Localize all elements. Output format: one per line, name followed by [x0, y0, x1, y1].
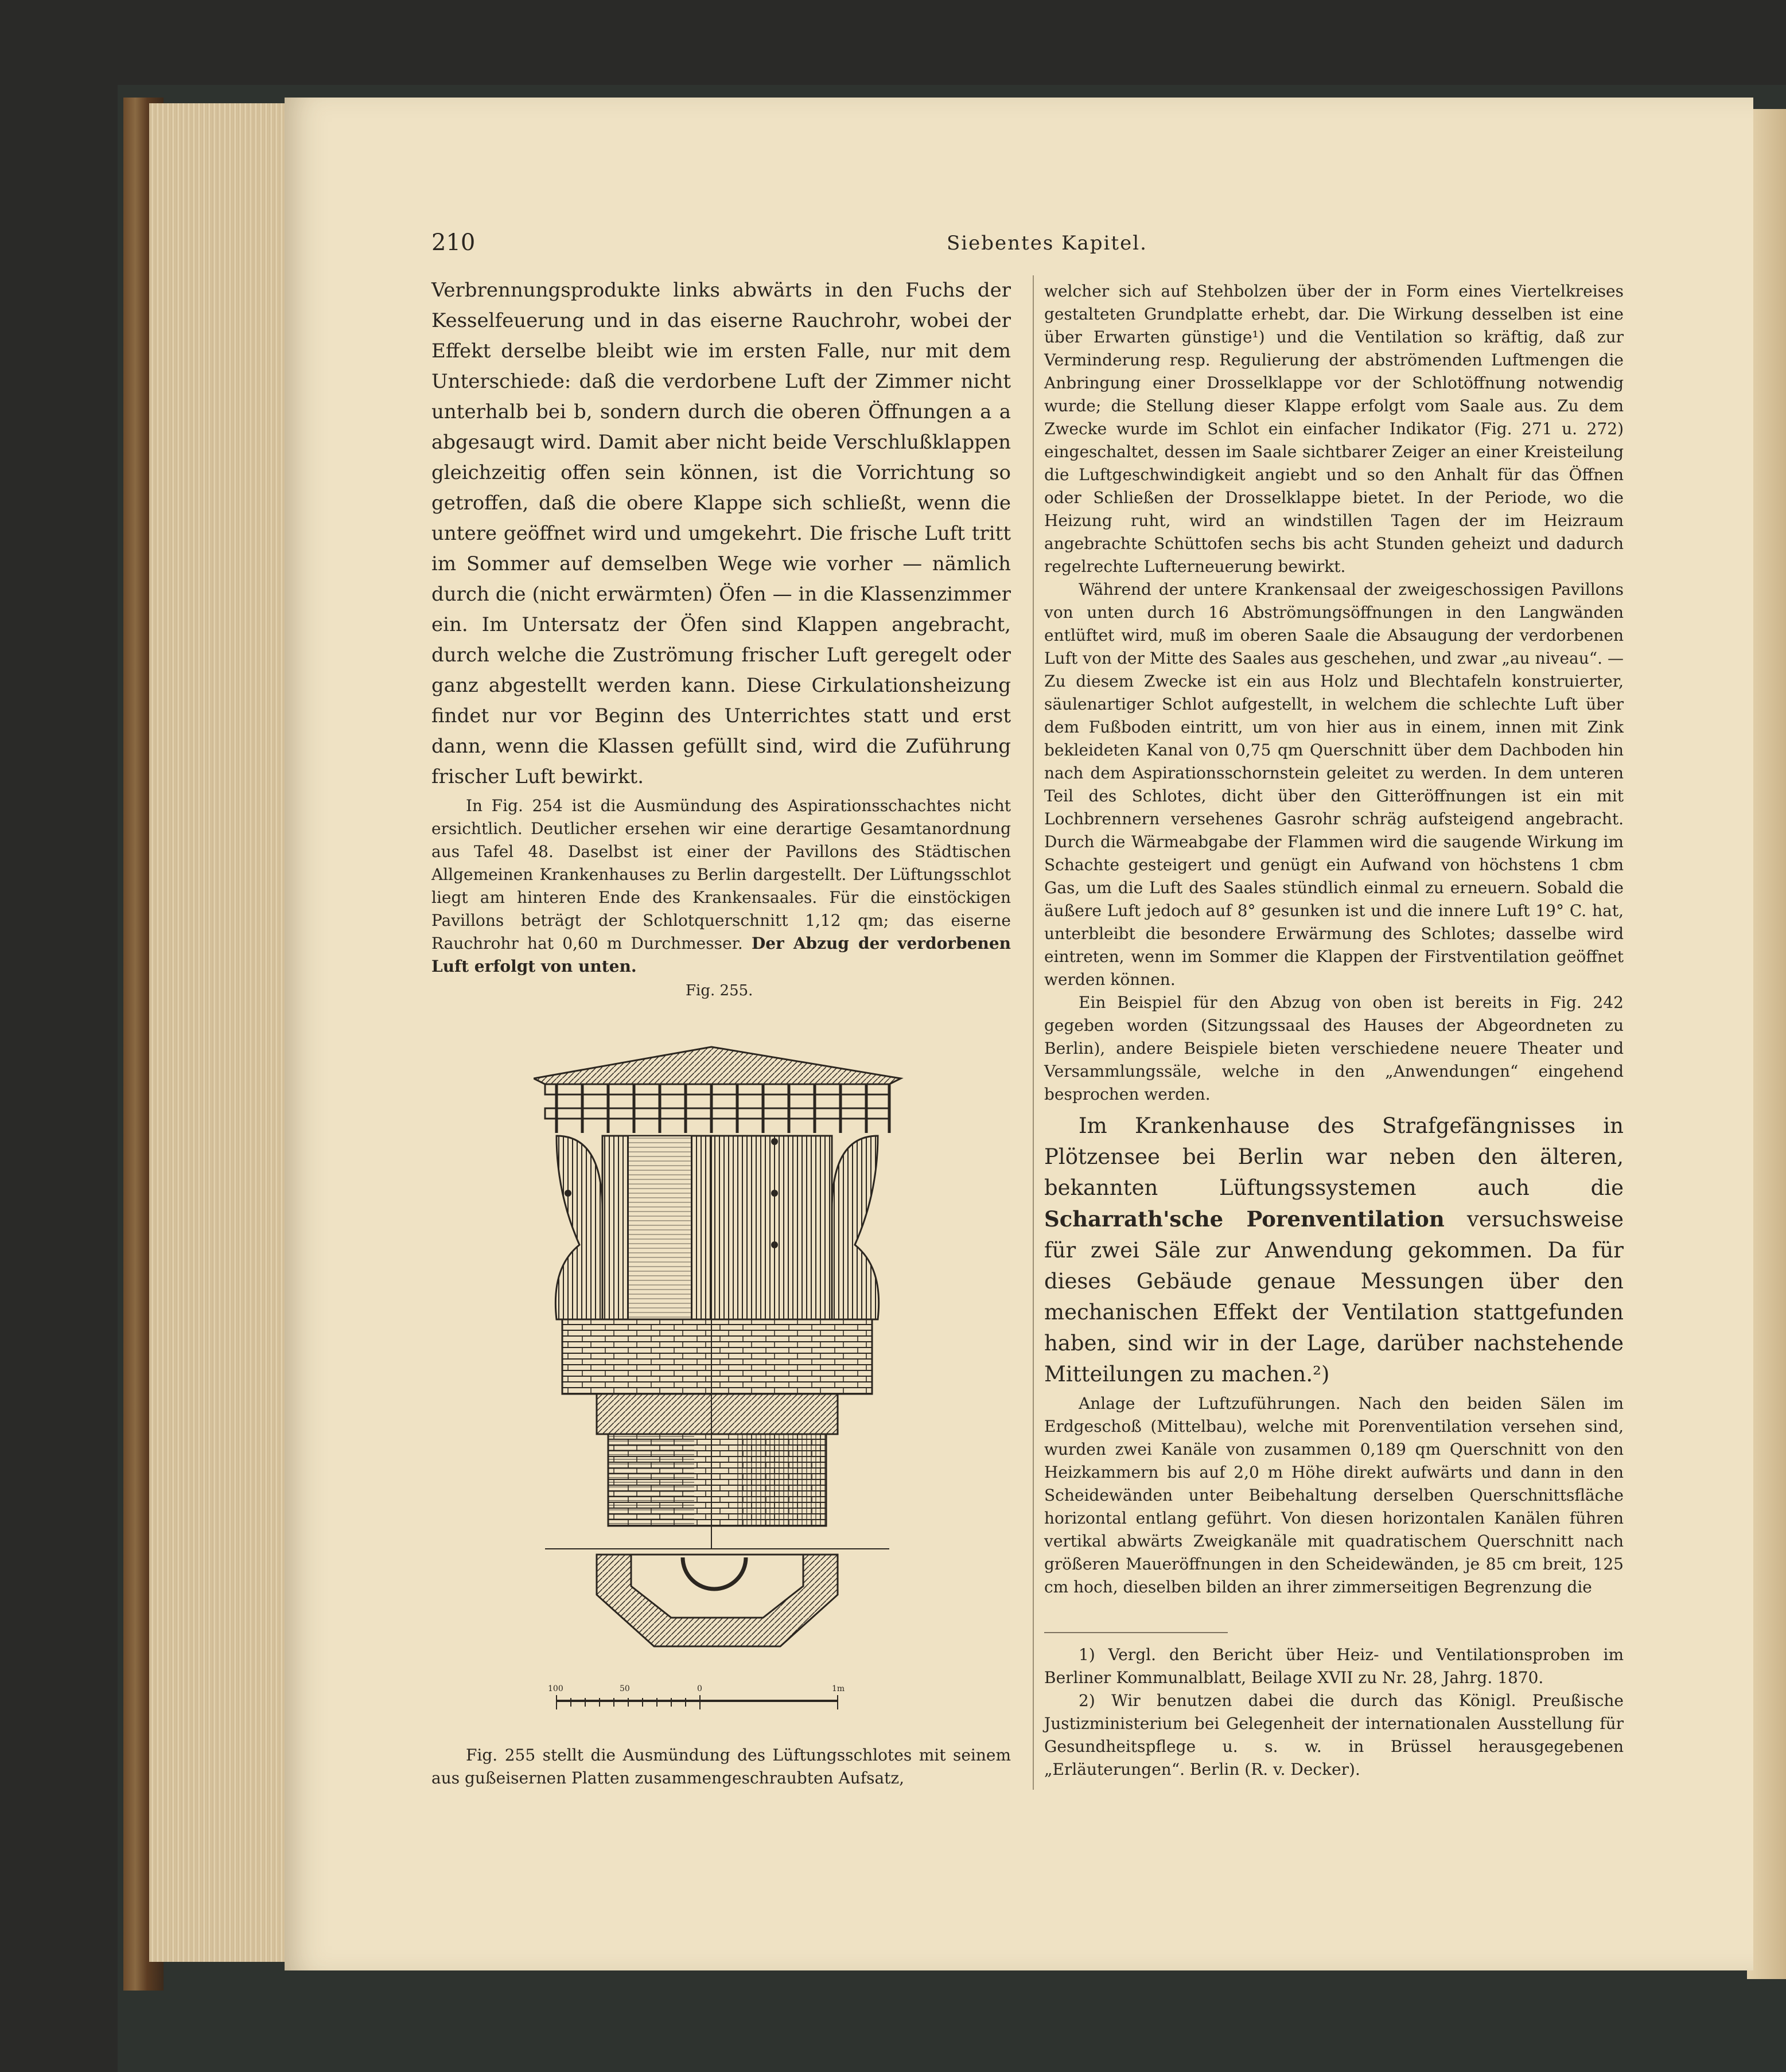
scale-label-1m: 1m: [832, 1684, 845, 1693]
right-paragraph-1: welcher sich auf Stehbolzen über der in Form eines Viertelkreises gestalteten Grundplatte erhebt, dar. Die Wirkung desselben ist eine über Erwarten günstige¹) und die Ventilation so kräftig, daß zur Verminderung resp. Regulierung der abströmenden Luftmengen die Anbringung einer Drosselklappe vor der Schlotöffnung notwendig wurde; die Stellung dieser Klappe erfolgt vom Saale aus. Zu dem Zwecke wurde im Schlot ein einfacher Indikator (Fig. 271 u. 272) eingeschaltet, dessen im Saale sichtbarer Zeiger an einer Kreisteilung die Luftgeschwindigkeit angiebt und so den Anhalt für das Öffnen oder Schließen der Drosselklappe bietet. In der Periode, wo die Heizung ruht, wird an windstillen Tagen der im Heizraum angebrachte Schüttofen sechs bis acht Stunden geheizt und dadurch regelrechte Lufterneuerung bewirkt.: [1044, 282, 1624, 576]
scale-bar: [548, 1684, 845, 1709]
chimney-brick-shaft: [562, 1319, 872, 1526]
large-text-a: Im Krankenhause des Strafgefängnisses in Plötzensee bei Berlin war neben den älteren, bekannten Lüftungssystemen auch die: [1044, 1113, 1624, 1200]
right-paragraph-2: Während der untere Krankensaal der zweigeschossigen Pavillons von unten durch 16 Abströmungsöffnungen in den Langwänden entlüftet wird, muß im oberen Saale die Absaugung der verdorbenen Luft von der Mitte des Saales aus geschehen, und zwar „au niveau“. — Zu diesem Zwecke ist ein aus Holz und Blechtafeln konstruierter, säulenartiger Schlot aufgestellt, in welchem die schlechte Luft über dem Fußboden eintritt, um von hier aus in einem, innen mit Zink bekleideten Kanal von 0,75 qm Querschnitt über dem Dachboden hin nach dem Aspirationsschornstein geleitet zu werden. In dem unteren Teil des Schlotes, dicht über den Gitteröffnungen ist ein mit Lochbrennern versehenes Gasrohr schräg aufsteigend angebracht. Durch die Wärmeabgabe der Flammen wird die saugende Wirkung im Schachte gesteigert und genügt ein Aufwand von höchstens 1 cbm Gas, um die Luft des Saales stündlich einmal zu erneuern. Sobald die äußere Luft jedoch auf 8° gesunken ist und die innere Luft 19° C. hat, unterbleibt die besondere Erwärmung des Schlotes; dasselbe wird eintreten, wenn im Sommer die Klappen der Firstventilation geöffnet werden können.: [1044, 580, 1624, 989]
chimney-cowl: [555, 1136, 878, 1319]
footnotes: [1044, 1643, 1624, 1781]
left-small-bold: Der Abzug der verdorbenen Luft erfolgt von unten.: [431, 934, 1011, 976]
right-large-paragraph: [1044, 1111, 1624, 1390]
footnote-1: 1) Vergl. den Bericht über Heiz- und Ventilationsproben im Berliner Kommunalblatt, Beilage XVII zu Nr. 28, Jahrg. 1870.: [1044, 1645, 1624, 1687]
footnote-rule: [1044, 1632, 1228, 1633]
running-head: Siebentes Kapitel.: [947, 232, 1147, 255]
left-column: [431, 275, 1011, 978]
scale-label-0: 0: [697, 1684, 702, 1693]
chimney-roof: [534, 1047, 901, 1084]
figure-caption: Fig. 255 stellt die Ausmündung des Lüftungsschlotes mit seinem aus gußeisernen Platten zusammengeschraubten Aufsatz,: [431, 1746, 1011, 1787]
chimney-plan-section: [545, 1549, 889, 1646]
column-divider: [1033, 275, 1034, 1790]
left-small-paragraph: [431, 794, 1011, 978]
chimney-grille: [545, 1084, 889, 1133]
scale-label-50: 50: [620, 1684, 630, 1693]
large-text-bold: Scharrath'sche Porenventilation: [1044, 1206, 1445, 1232]
large-text-b: versuchsweise für zwei Säle zur Anwendung gekommen. Da für dieses Gebäude genaue Messungen über den mechanischen Effekt der Ventilation stattgefunden haben, sind wir in der Lage, darüber nachstehende Mitteilungen zu machen.²): [1044, 1207, 1624, 1386]
footnote-2: 2) Wir benutzen dabei die durch das Königl. Preußische Justizministerium bei Gelegenheit der internationalen Ausstellung für Gesundheitspflege u. s. w. in Brüssel herausgegebenen „Erläuterungen“. Berlin (R. v. Decker).: [1044, 1691, 1624, 1779]
figure-label: Fig. 255.: [686, 982, 753, 999]
chimney-illustration: [534, 1021, 906, 1744]
right-column: [1044, 280, 1624, 1599]
left-small-text: In Fig. 254 ist die Ausmündung des Aspirationsschachtes nicht ersichtlich. Deutlicher ersehen wir eine derartige Gesamtanordnung aus Tafel 48. Daselbst ist einer der Pavillons des Städtischen Allgemeinen Krankenhauses zu Berlin dargestellt. Der Lüftungsschlot liegt am hinteren Ende des Krankensaales. Für die einstöckigen Pavillons beträgt der Schlotquerschnitt 1,12 qm; das eiserne Rauchrohr hat 0,60 m Durchmesser.: [431, 796, 1011, 953]
scale-label-100: 100: [548, 1684, 563, 1693]
right-paragraph-4: Anlage der Luftzuführungen. Nach den beiden Sälen im Erdgeschoß (Mittelbau), welche mit Porenventilation versehen sind, wurden zwei Kanäle von zusammen 0,189 qm Querschnitt von den Heizkammern bis auf 2,0 m Höhe direkt aufwärts und dann in den Scheidewänden unter Beibehaltung derselben Querschnittsfläche horizontal entlang geführt. Von diesen horizontalen Kanälen führen vertikal abwärts Zweigkanäle mit quadratischem Querschnitt nach größeren Maueröffnungen in den Scheidewänden, je 85 cm breit, 125 cm hoch, dieselben bilden an ihrer zimmerseitigen Begrenzung die: [1044, 1394, 1624, 1596]
page-number: 210: [431, 229, 476, 256]
page-stack: [149, 103, 288, 1962]
left-main-paragraph: Verbrennungsprodukte links abwärts in den Fuchs der Kesselfeuerung und in das eiserne Rauchrohr, wobei der Effekt derselbe bleibt wie im ersten Falle, nur mit dem Unterschiede: daß die verdorbene Luft der Zimmer nicht unterhalb bei b, sondern durch die oberen Öffnungen a a abgesaugt wird. Damit aber nicht beide Verschlußklappen gleichzeitig offen sein können, ist die Vorrichtung so getroffen, daß die obere Klappe sich schließt, wenn die untere geöffnet wird und umgekehrt. Die frische Luft tritt im Sommer auf demselben Wege wie vorher — nämlich durch die (nicht erwärmten) Öfen — in die Klassenzimmer ein. Im Untersatz der Öfen sind Klappen angebracht, durch welche die Zuströmung frischer Luft geregelt oder ganz abgestellt werden kann. Diese Cirkulationsheizung findet nur vor Beginn des Unterrichtes statt und erst dann, wenn die Klassen gefüllt sind, wird die Zuführung frischer Luft bewirkt.: [431, 279, 1011, 788]
right-paragraph-3: Ein Beispiel für den Abzug von oben ist bereits in Fig. 242 gegeben worden (Sitzungssaal des Hauses der Abgeordneten zu Berlin), andere Beispiele bieten verschiedene neuere Theater und Versammlungssäle, welche in den „Anwendungen“ eingehend besprochen werden.: [1044, 993, 1624, 1104]
